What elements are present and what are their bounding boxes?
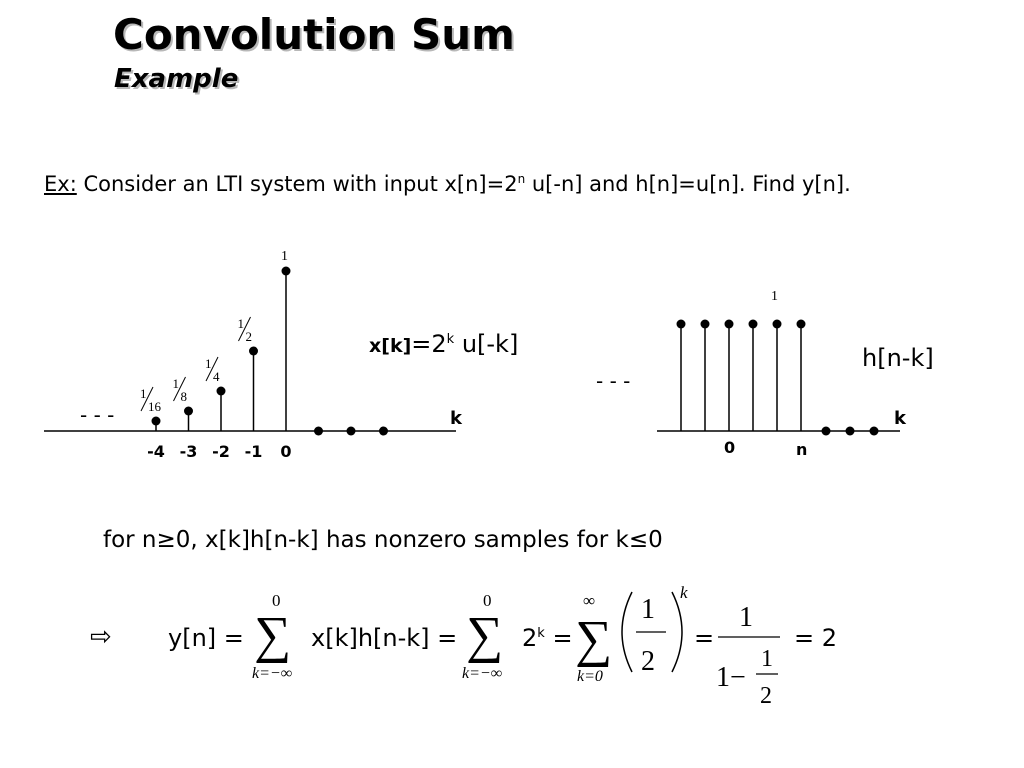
- eq-term2-eq: =: [544, 624, 573, 652]
- xk-frac-num: 1: [237, 316, 244, 331]
- xk-tick-label: -2: [212, 442, 230, 461]
- xk-label-tail: u[-k]: [454, 330, 519, 358]
- sum2-sigma: ∑: [466, 607, 504, 664]
- xk-label-bold: x[k]: [369, 335, 412, 357]
- right-paren: [672, 592, 682, 672]
- xk-stem-dot: [282, 267, 291, 276]
- xk-tick-label: -4: [147, 442, 165, 461]
- eq-term2-base: 2: [522, 624, 538, 652]
- hnk-axis-label: k: [894, 408, 906, 429]
- xk-top-value: 1: [281, 249, 288, 264]
- eq-result: = 2: [794, 624, 838, 652]
- sum1-lower: k=−∞: [252, 665, 293, 682]
- xk-label-rest: =2: [411, 330, 447, 358]
- xk-frac-den: 2: [245, 329, 252, 344]
- hnk-stem-dot: [773, 320, 782, 329]
- xk-frac-den: 4: [213, 369, 220, 384]
- result-numerator: 1: [739, 602, 753, 633]
- hnk-stems: [677, 320, 806, 432]
- xk-zero-dot: [379, 427, 388, 436]
- problem-exponent: n: [517, 172, 526, 186]
- xk-dashes: - - -: [80, 403, 115, 427]
- eq-lhs: y[n] =: [168, 624, 244, 652]
- hnk-tick-n: n: [796, 440, 808, 459]
- hnk-stem-dot: [701, 320, 710, 329]
- xk-tick-label: -3: [179, 442, 198, 461]
- xk-stems: [152, 267, 291, 432]
- sum1-upper: 0: [272, 591, 281, 610]
- xk-frac-num: 1: [172, 376, 179, 391]
- sum3-lower: k=0: [577, 668, 603, 685]
- xk-tick-label: 0: [280, 442, 292, 461]
- xk-frac-den: 16: [148, 399, 161, 414]
- eq-term2-exp: k: [537, 626, 545, 641]
- sum3-sigma: ∑: [575, 611, 613, 668]
- xk-formula-label: [369, 330, 518, 358]
- frac-denominator: 2: [641, 646, 655, 677]
- xk-zero-dot: [314, 427, 323, 436]
- hnk-zero-dot: [846, 427, 855, 436]
- sum3-upper: ∞: [583, 591, 596, 610]
- xk-axis-label: k: [450, 408, 462, 429]
- xk-stem-dot: [249, 347, 258, 356]
- xk-zero-dot: [347, 427, 356, 436]
- eq-term1: x[k]h[n-k] =: [311, 624, 458, 652]
- sum1-sigma: ∑: [254, 607, 292, 664]
- xk-stem-dot: [184, 407, 193, 416]
- hnk-stem-dot: [749, 320, 758, 329]
- result-inner-denominator: 2: [760, 683, 772, 709]
- frac-numerator: 1: [641, 594, 655, 625]
- hnk-formula-label: h[n-k]: [862, 344, 934, 372]
- slide-subtitle: Example: [114, 64, 239, 94]
- hnk-tick-zero: 0: [724, 438, 736, 457]
- problem-text-b: u[-n] and h[n]=u[n]. Find y[n].: [525, 172, 851, 196]
- hnk-dashes: - - -: [596, 369, 631, 393]
- problem-text-a: Consider an LTI system with input x[n]=2: [76, 172, 518, 196]
- sum2-upper: 0: [483, 591, 492, 610]
- result-denominator-lead: 1−: [716, 662, 746, 693]
- implies-arrow-icon: ⇨: [90, 622, 112, 652]
- xk-frac-den: 8: [180, 389, 187, 404]
- hnk-stem-dot: [797, 320, 806, 329]
- eq-term2: [522, 624, 573, 652]
- xk-stem-dot: [217, 387, 226, 396]
- hnk-stem-dot: [725, 320, 734, 329]
- hnk-zero-dot: [870, 427, 879, 436]
- hnk-stem-dot: [677, 320, 686, 329]
- frac-exponent: k: [680, 583, 688, 602]
- eq-equals: =: [694, 624, 715, 652]
- example-prefix: Ex:: [44, 172, 77, 196]
- left-paren: [622, 592, 632, 672]
- xk-frac-num: 1: [140, 386, 147, 401]
- result-inner-numerator: 1: [761, 646, 773, 672]
- xk-value-labels: [140, 316, 252, 414]
- xk-tick-labels: [147, 442, 291, 461]
- xk-tick-label: -1: [244, 442, 263, 461]
- xk-label-exp: k: [446, 332, 455, 347]
- sum2-lower: k=−∞: [462, 665, 503, 682]
- xk-stem-dot: [152, 417, 161, 426]
- xk-frac-num: 1: [205, 356, 212, 371]
- hnk-zero-dot: [822, 427, 831, 436]
- hnk-zero-samples: [822, 427, 879, 436]
- condition-text: for n≥0, x[k]h[n-k] has nonzero samples for k≤0: [103, 527, 663, 553]
- slide-title: Convolution Sum: [113, 10, 515, 59]
- hnk-top-value: 1: [771, 289, 778, 304]
